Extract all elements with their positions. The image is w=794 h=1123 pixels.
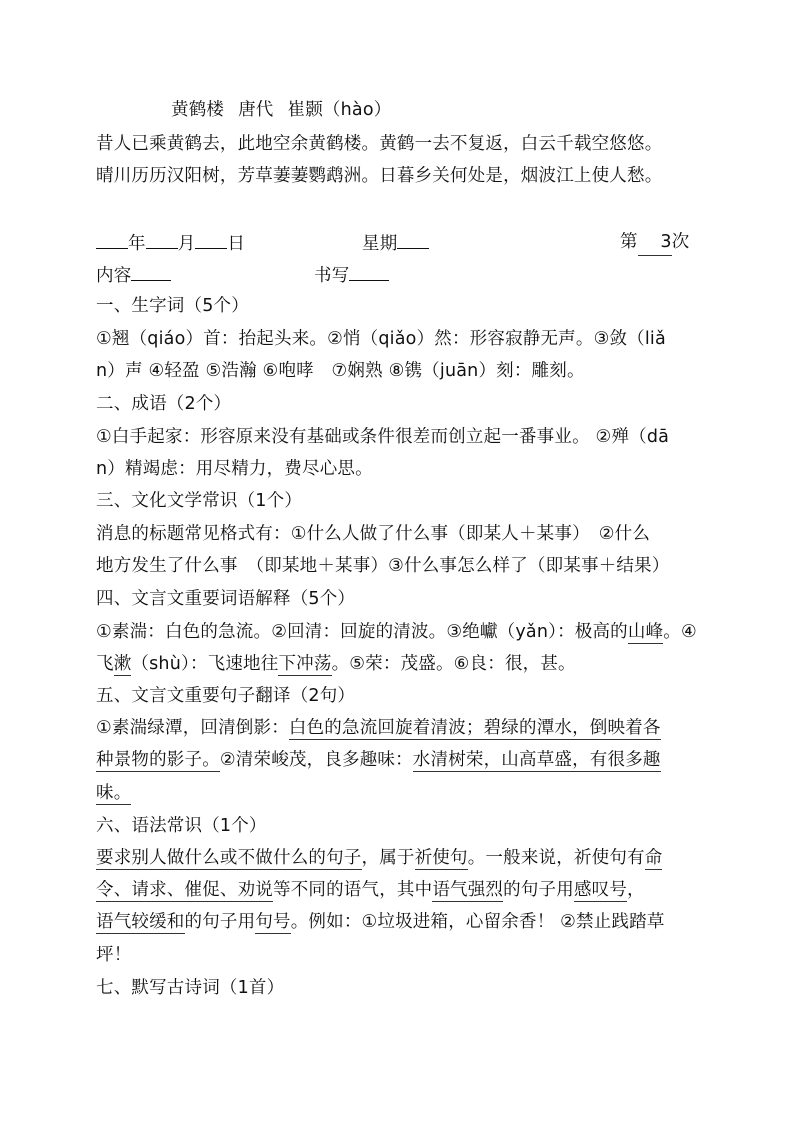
- underlined-phrase: 山峰: [627, 622, 664, 642]
- underlined-phrase: 要求别人做什么或不做什么的句子: [96, 848, 362, 868]
- text-run: ，属于: [361, 848, 415, 868]
- poem-title-line: [171, 98, 781, 122]
- session-prefix: 第: [620, 232, 638, 252]
- poem-author: 崔颢（hào）: [287, 100, 392, 120]
- date-row: [96, 230, 706, 256]
- poem-title: 黄鹤楼: [171, 100, 225, 120]
- section-2-line-2: n）精竭虑：用尽精力，费尽心思。: [96, 459, 373, 479]
- section-2-heading: 二、成语（2个）: [96, 394, 232, 414]
- section-5-line-3: [96, 781, 706, 805]
- section-5-heading: 五、文言文重要句子翻译（2句）: [96, 686, 356, 706]
- writing-label: 书写: [314, 266, 350, 286]
- section-5-line-2: [96, 748, 706, 772]
- weekday-blank[interactable]: [397, 230, 429, 249]
- section-4-line-2: [96, 652, 706, 676]
- underlined-phrase: 感叹号: [573, 880, 628, 900]
- underlined-phrase: 语气较缓和: [96, 912, 185, 932]
- text-run: 。例如：①垃圾进箱，心留余香！ ②禁止践踏草: [290, 912, 665, 932]
- text-run: 的句子用: [184, 912, 256, 932]
- underlined-phrase: 下冲荡: [278, 654, 332, 674]
- poem-dynasty: 唐代: [238, 100, 274, 120]
- section-6-line-2: [96, 878, 706, 902]
- section-3-heading: 三、文化文学常识（1个）: [96, 491, 303, 511]
- underlined-phrase: 祈使句: [414, 848, 468, 868]
- weekday-label: 星期: [362, 234, 398, 254]
- poem-line-2: 晴川历历汉阳树，芳草萋萋鹦鹉洲。日暮乡关何处是，烟波江上使人愁。: [96, 166, 663, 186]
- section-2-line-1: ①白手起家：形容原来没有基础或条件很差而创立起一番事业。 ②殚（dā: [96, 427, 670, 447]
- text-run: ②清荣峻茂，良多趣味：: [219, 750, 413, 770]
- text-run: ①素湍绿潭，回清倒影：: [96, 718, 289, 738]
- day-label: 日: [227, 234, 246, 254]
- section-4-line-1: [96, 620, 706, 644]
- section-1-line-2: n）声 ④轻盈 ⑤浩瀚 ⑥咆哮 ⑦娴熟 ⑧镌（juān）刻：雕刻。: [96, 361, 585, 381]
- underlined-phrase: 白色的急流回旋着清波；碧绿的潭水，倒映着各: [288, 718, 661, 738]
- underlined-phrase: 漱: [113, 654, 132, 674]
- underlined-phrase: 种景物的影子。: [96, 750, 220, 770]
- writing-field: [314, 262, 389, 288]
- text-run: 。一般来说，祈使句有: [467, 848, 645, 868]
- session-field: [620, 230, 689, 256]
- session-suffix: 次: [671, 232, 690, 252]
- section-5-line-1: [96, 716, 706, 740]
- year-blank[interactable]: [96, 230, 128, 249]
- content-field: [96, 262, 171, 288]
- section-3-line-2: 地方发生了什么事 （即某地＋某事）③什么事怎么样了（即某事＋结果）: [96, 556, 670, 576]
- text-run: 。⑤荣：茂盛。⑥良：很，甚。: [331, 654, 576, 674]
- underlined-phrase: 句号: [255, 912, 291, 932]
- text-run: ①素湍：白色的急流。②回清：回旋的清波。③绝巘（yǎn）：极高的: [96, 622, 628, 642]
- section-6-line-3: [96, 910, 706, 934]
- section-3-line-1: 消息的标题常见格式有：①什么人做了什么事（即某人＋某事） ②什么: [96, 524, 651, 544]
- text-run: 。④: [663, 622, 697, 642]
- month-label: 月: [177, 234, 196, 254]
- session-number: 3: [638, 230, 672, 256]
- section-6-heading: 六、语法常识（1个）: [96, 816, 267, 836]
- writing-blank[interactable]: [349, 262, 389, 281]
- text-run: ，: [627, 880, 645, 900]
- underlined-phrase: 语气强烈: [432, 880, 504, 900]
- day-blank[interactable]: [195, 230, 227, 249]
- text-run: 等不同的语气，其中: [273, 880, 433, 900]
- section-6-line-4: 坪！: [96, 945, 132, 965]
- content-label: 内容: [96, 266, 132, 286]
- year-label: 年: [128, 234, 146, 254]
- grade-row: [96, 262, 706, 288]
- underlined-phrase: 令、请求、催促、劝说: [96, 880, 273, 900]
- text-run: （shù）：飞速地往: [131, 654, 279, 674]
- section-7-heading: 七、默写古诗词（1首）: [96, 978, 285, 998]
- underlined-phrase: 水清树荣，山高草盛，有很多趣: [412, 750, 661, 770]
- text-run: 飞: [96, 654, 114, 674]
- month-blank[interactable]: [146, 230, 178, 249]
- section-1-heading: 一、生字词（5个）: [96, 296, 249, 316]
- text-run: 的句子用: [503, 880, 574, 900]
- underlined-phrase: 命: [644, 848, 663, 868]
- underlined-phrase: 味。: [96, 783, 132, 803]
- weekday-field: [362, 230, 429, 256]
- date-field: [96, 230, 245, 256]
- poem-line-1: 昔人已乘黄鹤去，此地空余黄鹤楼。黄鹤一去不复返，白云千载空悠悠。: [96, 134, 663, 154]
- content-blank[interactable]: [131, 262, 171, 281]
- section-4-heading: 四、文言文重要词语解释（5个）: [96, 589, 356, 609]
- section-1-line-1: ①翘（qiáo）首：抬起头来。②悄（qiǎo）然：形容寂静无声。③敛（liǎ: [96, 329, 666, 349]
- section-6-line-1: [96, 846, 706, 870]
